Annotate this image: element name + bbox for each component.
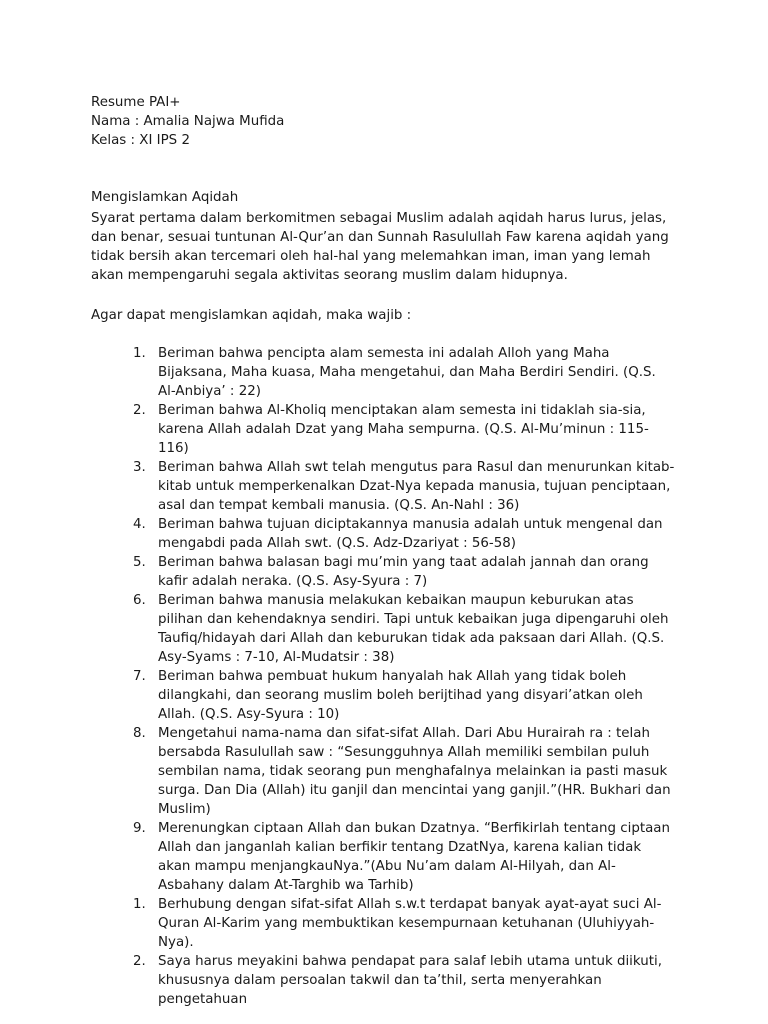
list-item-number: 2.: [133, 954, 146, 969]
requirements-list: [128, 344, 676, 1009]
list-item-text: Merenungkan ciptaan Allah dan bukan Dzatnya. “Berfikirlah tentang ciptaan Allah dan janganlah kalian berfikir tentang DzatNya, karena kalian tidak akan mampu menjangkauNya.”(Abu Nu’am dalam Al-Hilyah, dan Al-Asbahany dalam At-Targhib wa Tarhib): [158, 821, 670, 893]
list-item-text: Beriman bahwa Al-Kholiq menciptakan alam semesta ini tidaklah sia-sia, karena Allah adalah Dzat yang Maha sempurna. (Q.S. Al-Mu’minun : 115-116): [158, 403, 649, 456]
list-item-text: Beriman bahwa tujuan diciptakannya manusia adalah untuk mengenal dan mengabdi pada Allah swt. (Q.S. Adz-Dzariyat : 56-58): [158, 517, 663, 551]
list-item-number: 2.: [133, 403, 146, 418]
list-item: [128, 667, 676, 724]
list-item: [128, 895, 676, 952]
list-item-number: 3.: [133, 460, 146, 475]
section-title: Mengislamkan Aqidah: [91, 190, 239, 205]
list-item-number: 5.: [133, 555, 146, 570]
list-item-text: Saya harus meyakini bahwa pendapat para salaf lebih utama untuk diikuti, khususnya dalam persoalan takwil dan ta’thil, serta menyerahkan pengetahuan: [158, 954, 662, 1007]
lead-sentence: Agar dapat mengislamkan aqidah, maka wajib :: [91, 308, 412, 323]
list-item-number: 6.: [133, 593, 146, 608]
list-item-text: Beriman bahwa pembuat hukum hanyalah hak Allah yang tidak boleh dilangkahi, dan seorang muslim boleh berijtihad yang disyari’atkan oleh Allah. (Q.S. Asy-Syura : 10): [158, 669, 643, 722]
list-item-number: 9.: [133, 821, 146, 836]
list-item: [128, 344, 676, 401]
list-item-number: 4.: [133, 517, 146, 532]
list-item-number: 7.: [133, 669, 146, 684]
list-item: [128, 515, 676, 553]
intro-paragraph: Syarat pertama dalam berkomitmen sebagai Muslim adalah aqidah harus lurus, jelas, dan benar, sesuai tuntunan Al-Qur’an dan Sunnah Rasulullah Faw karena aqidah yang tidak bersih akan tercemari oleh hal-hal yang melemahkan iman, iman yang lemah akan mempengaruhi segala aktivitas seorang muslim dalam hidupnya.: [91, 211, 669, 283]
list-item-text: Beriman bahwa Allah swt telah mengutus para Rasul dan menurunkan kitab-kitab untuk memperkenalkan Dzat-Nya kepada manusia, tujuan penciptaan, asal dan tempat kembali manusia. (Q.S. An-Nahl : 36): [158, 460, 675, 513]
list-item-number: 1.: [133, 346, 146, 361]
student-class: Kelas : XI IPS 2: [91, 133, 190, 148]
list-item: [128, 458, 676, 515]
list-item-text: Mengetahui nama-nama dan sifat-sifat Allah. Dari Abu Hurairah ra : telah bersabda Rasulullah saw : “Sesungguhnya Allah memiliki sembilan puluh sembilan nama, tidak seorang pun menghafalnya melainkan ia pasti masuk surga. Dan Dia (Allah) itu ganjil dan mencintai yang ganjil.”(HR. Bukhari dan Muslim): [158, 726, 671, 817]
header-block: [91, 93, 691, 150]
list-item-text: Berhubung dengan sifat-sifat Allah s.w.t terdapat banyak ayat-ayat suci Al-Quran Al-Karim yang membuktikan kesempurnaan ketuhanan (Uluhiyyah-Nya).: [158, 897, 662, 950]
list-item-text: Beriman bahwa balasan bagi mu’min yang taat adalah jannah dan orang kafir adalah neraka. (Q.S. Asy-Syura : 7): [158, 555, 649, 589]
list-item-text: Beriman bahwa pencipta alam semesta ini adalah Alloh yang Maha Bijaksana, Maha kuasa, Maha mengetahui, dan Maha Berdiri Sendiri. (Q.S. Al-Anbiya’ : 22): [158, 346, 656, 399]
document-title: Resume PAI+: [91, 95, 181, 110]
section-block: [91, 188, 681, 285]
list-item-number: 1.: [133, 897, 146, 912]
list-item-number: 8.: [133, 726, 146, 741]
list-item: [128, 401, 676, 458]
list-item: [128, 952, 676, 1009]
list-item-text: Beriman bahwa manusia melakukan kebaikan maupun keburukan atas pilihan dan kehendaknya sendiri. Tapi untuk kebaikan juga dipengaruhi oleh Taufiq/hidayah dari Allah dan keburukan tidak ada paksaan dari Allah. (Q.S. Asy-Syams : 7-10, Al-Mudatsir : 38): [158, 593, 669, 665]
list-item: [128, 553, 676, 591]
list-item: [128, 819, 676, 895]
list-item: [128, 591, 676, 667]
list-item: [128, 724, 676, 819]
student-name: Nama : Amalia Najwa Mufida: [91, 114, 285, 129]
